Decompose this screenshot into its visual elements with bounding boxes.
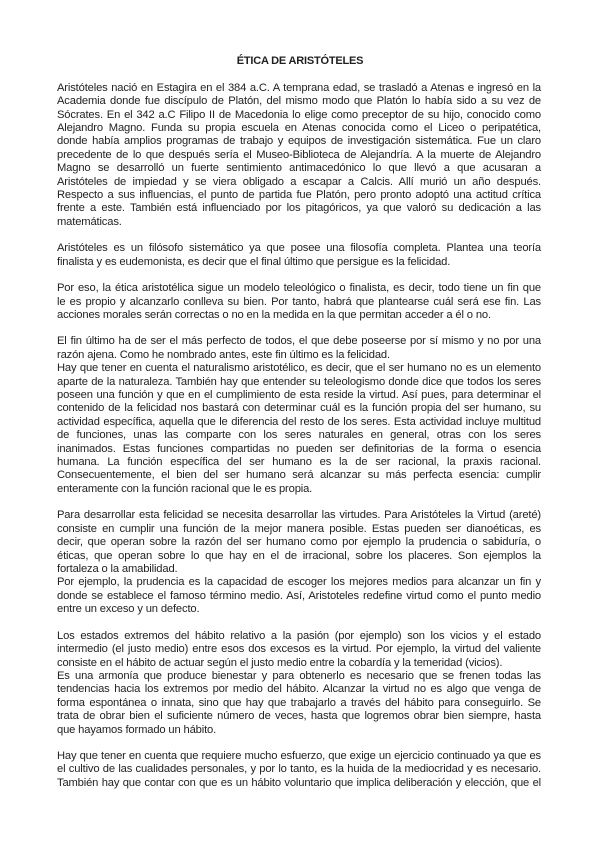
text-line: enteramente con la función racional que le es propia. — [57, 483, 313, 495]
text-line: que hayamos formado un hábito. — [57, 724, 217, 736]
text-line: humana. La función específica del ser humano es la de ser racional, la praxis racional. — [57, 456, 541, 468]
text-line: intermedio (el justo medio) entre esos dos excesos es la virtud. Por ejemplo, la virtud del valiente — [57, 643, 541, 655]
text-line: precedente de lo que después sería el Museo-Biblioteca de Alejandría. A la muerte de Alejandro — [57, 149, 541, 161]
text-line: Respecto a sus influencias, el punto de partida fue Platón, pero pronto adoptó una actitud crítica — [57, 189, 541, 201]
text-line: consiste en el hábito de actuar según el justo medio entre la cobardía y la temeridad (vicios). — [57, 657, 503, 669]
text-line: Por eso, la ética aristotélica sigue un modelo teleológico o finalista, es decir, todo tiene un fin que — [57, 282, 541, 294]
text-line: razón ajena. Como he nombrado antes, este fin último es la felicidad. — [57, 349, 390, 361]
text-line: Hay que tener en cuenta que requiere mucho esfuerzo, que exige un ejercicio continuado ya que es — [57, 750, 541, 762]
text-line: decir, que operan sobre la razón del ser humano como por ejemplo la prudencia o sabiduría, o — [57, 536, 541, 548]
text-line: le es propio y alcanzarlo conlleva su bien. Por tanto, habrá que plantearse cuál será ese fin. Las — [57, 296, 541, 308]
text-line: Sócrates. En el 342 a.C Filipo II de Macedonia lo elige como preceptor de su hijo, conocido como — [57, 109, 541, 121]
text-line: matemáticas. — [57, 216, 122, 228]
text-line: inanimados. Estas funciones compartidas no pueden ser definitorias de la forma o esencia — [57, 443, 541, 455]
text-line: poseen una función y que en el cumplimiento de esta reside la virtud. Así pues, para determinar el — [57, 389, 541, 401]
document-title: ÉTICA DE ARISTÓTELES — [236, 55, 364, 67]
text-line: Aristóteles es un filósofo sistemático ya que posee una filosofía completa. Plantea una teoría — [57, 242, 541, 254]
text-line: contenido de la felicidad nos bastará con determinar cuál es la función propia del ser humano, su — [57, 402, 541, 414]
text-line: El fin último ha de ser el más perfecto de todos, el que debe poseerse por sí mismo y no por una — [57, 335, 541, 347]
text-line: fortaleza o la amabilidad. — [57, 563, 178, 575]
text-line: Aristóteles nació en Estagira en el 384 a.C. A temprana edad, se trasladó a Atenas e ingresó en la — [57, 82, 541, 94]
text-line: Por ejemplo, la prudencia es la capacidad de escoger los mejores medios para alcanzar un fin y — [57, 576, 541, 588]
text-line: de funciones, unas las comparte con los seres naturales en general, otras con los seres — [57, 429, 541, 441]
text-line: Para desarrollar esta felicidad se necesita desarrollar las virtudes. Para Aristóteles la Virtud (areté) — [57, 509, 541, 521]
text-line: Consecuentemente, el bien del ser humano será alcanzar su más perfecta esencia: cumplir — [57, 469, 541, 481]
text-line: aparte de la naturaleza. También hay que entender su teleologismo donde dice que todos los seres — [57, 376, 541, 388]
text-line: Aristóteles de impiedad y se viera obligado a escapar a Calcis. Allí murió un año después. — [57, 176, 541, 188]
text-line: Academia donde fue discípulo de Platón, del mismo modo que Platón lo había sido a su vez de — [57, 95, 541, 107]
text-line: frente a este. También está influenciado por los pitagóricos, ya que valoró su dedicación a las — [57, 202, 541, 214]
text-line: actividad específica, aquella que le diferencia del resto de los seres. Esta actividad incluye multitud — [57, 416, 541, 428]
text-line: consiste en cumplir una función de la mejor manera posible. Estas pueden ser dianoéticas, es — [57, 523, 541, 535]
text-line: Es una armonía que produce bienestar y para obtenerlo es necesario que se frenen todas las — [57, 670, 541, 682]
text-line: entre un exceso y un defecto. — [57, 603, 200, 615]
text-line: Los estados extremos del hábito relativo a la pasión (por ejemplo) son los vicios y el estado — [57, 630, 541, 642]
text-line: finalista y es eudemonista, es decir que el final último que persigue es la felicidad. — [57, 256, 451, 268]
text-line: acciones morales serán correctas o no en la medida en la que permitan acceder a él o no. — [57, 309, 491, 321]
text-line: También hay que contar con que es un hábito voluntario que implica deliberación y elección, que el — [57, 777, 541, 789]
text-line: Magno se desarrolló un fuerte sentimiento antimacedónico lo que llevó a que acusaran a — [57, 162, 541, 174]
text-line: forma espontánea o innata, sino que hay que trabajarlo a través del hábito para conseguirlo. Se — [57, 697, 541, 709]
text-line: donde había amplios programas de trabajo y equipos de investigación sistemática. Fue un claro — [57, 135, 541, 147]
text-line: Alejandro Magno. Funda su propia escuela en Atenas conocida como el Liceo o peripatética, — [57, 122, 541, 134]
text-line: éticas, que operan sobre lo que hay en el de irracional, sobre los placeres. Son ejemplos la — [57, 550, 541, 562]
text-line: trata de obrar bien el suficiente número de veces, hasta que logremos obrar bien siempre, hasta — [57, 710, 541, 722]
text-line: tendencias hacia los extremos por medio del hábito. Alcanzar la virtud no es algo que venga de — [57, 683, 541, 695]
text-line: donde se establece el famoso término medio. Así, Aristoteles redefine virtud como el punto medio — [57, 590, 541, 602]
text-line: Hay que tener en cuenta el naturalismo aristotélico, es decir, que el ser humano no es un elemento — [57, 362, 541, 374]
text-line: el cultivo de las cualidades personales, y por lo tanto, es la huida de la mediocridad y es necesario. — [57, 763, 541, 775]
